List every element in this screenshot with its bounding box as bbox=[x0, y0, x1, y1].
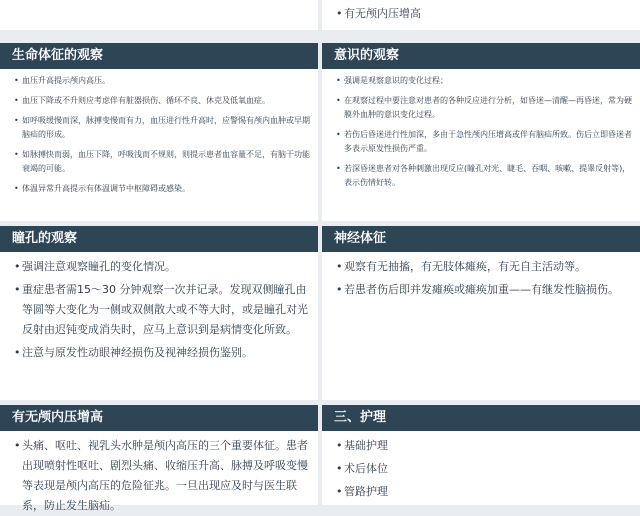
list-item: • 强调注意观察瞳孔的变化情况。 bbox=[14, 257, 310, 277]
list-item: • 有无颅内压增高 bbox=[336, 4, 632, 24]
vital-signs-card bbox=[0, 43, 318, 221]
top-right-list bbox=[322, 0, 640, 24]
list-item: • 注意与原发性动眼神经损伤及视神经损伤鉴别。 bbox=[14, 343, 310, 363]
list-item: • 若深昏迷患者对各种刺激出现反应(瞳孔对光、睫毛、吞咽、咳嗽、提睾反射等)，表示伤情好转。 bbox=[336, 162, 632, 190]
section-title: 有无颅内压增高 bbox=[0, 405, 318, 431]
list-item: • 体温异常升高提示有体温调节中枢障碍或感染。 bbox=[14, 182, 310, 196]
list-item: • 重症患者需15～30 分钟观察一次并记录。发现双侧瞳孔由等圆等大变化为一侧或双侧散大或不等大时，或是瞳孔对光反射由迟钝变成消失时，应马上意识到是病情变化所致。 bbox=[14, 280, 310, 340]
list-item: • 血压下降或不升则应考虑伴有脏器损伤、循环不良、休克及低氧血症。 bbox=[14, 94, 310, 108]
list-item: • 如呼吸缓慢而深，脉搏变慢而有力，血压进行性升高时，应警惕有颅内血肿或早期脑疝的形成。 bbox=[14, 114, 310, 142]
neuro-signs-card bbox=[322, 226, 640, 400]
list-item: • 血压升高提示颅内高压。 bbox=[14, 74, 310, 88]
list-item: • 基础护理 bbox=[336, 436, 632, 456]
list-item: • 管路护理 bbox=[336, 482, 632, 502]
consciousness-list bbox=[322, 69, 640, 190]
section-title: 生命体征的观察 bbox=[0, 43, 318, 69]
list-item: • 术后体位 bbox=[336, 459, 632, 479]
section-title: 意识的观察 bbox=[322, 43, 640, 69]
consciousness-card bbox=[322, 43, 640, 221]
section-title: 神经体征 bbox=[322, 226, 640, 252]
top-left-card bbox=[0, 0, 318, 30]
vital-signs-list bbox=[0, 69, 318, 196]
top-right-card bbox=[322, 0, 640, 30]
section-title: 瞳孔的观察 bbox=[0, 226, 318, 252]
section-title: 三、护理 bbox=[322, 405, 640, 431]
care-card bbox=[322, 405, 640, 505]
icp-card bbox=[0, 405, 318, 512]
list-item: • 在观察过程中要注意对患者的各种反应进行分析，如昏迷—清醒—再昏迷，常为硬膜外血肿的意识变化过程。 bbox=[336, 94, 632, 122]
list-item: • 如脉搏快而弱，血压下降，呼吸浅而不规则，则提示患者血容量不足，有脑干功能衰竭的可能。 bbox=[14, 148, 310, 176]
pupil-list bbox=[0, 252, 318, 363]
icp-list bbox=[0, 431, 318, 516]
pupil-card bbox=[0, 226, 318, 400]
care-list bbox=[322, 431, 640, 502]
list-item: • 若伤后昏迷进行性加深，多由于急性颅内压增高或伴有脑疝所致。伤后立即昏迷者多表示原发性损伤严重。 bbox=[336, 128, 632, 156]
list-item: • 头痛、呕吐、视乳头水肿是颅内高压的三个重要体征。患者出现喷射性呕吐、剧烈头痛、收缩压升高、脉搏及呼吸变慢等表现是颅内高压的危险征兆。一旦出现应及时与医生联系，防止发生脑疝。 bbox=[14, 436, 310, 516]
list-item: • 强调是观察意识的变化过程； bbox=[336, 74, 632, 88]
list-item: • 若患者伤后即并发瘫痪或瘫痪加重——有继发性脑损伤。 bbox=[336, 280, 632, 300]
neuro-signs-list bbox=[322, 252, 640, 300]
list-item: • 观察有无抽搐，有无肢体瘫痪，有无自主活动等。 bbox=[336, 257, 632, 277]
